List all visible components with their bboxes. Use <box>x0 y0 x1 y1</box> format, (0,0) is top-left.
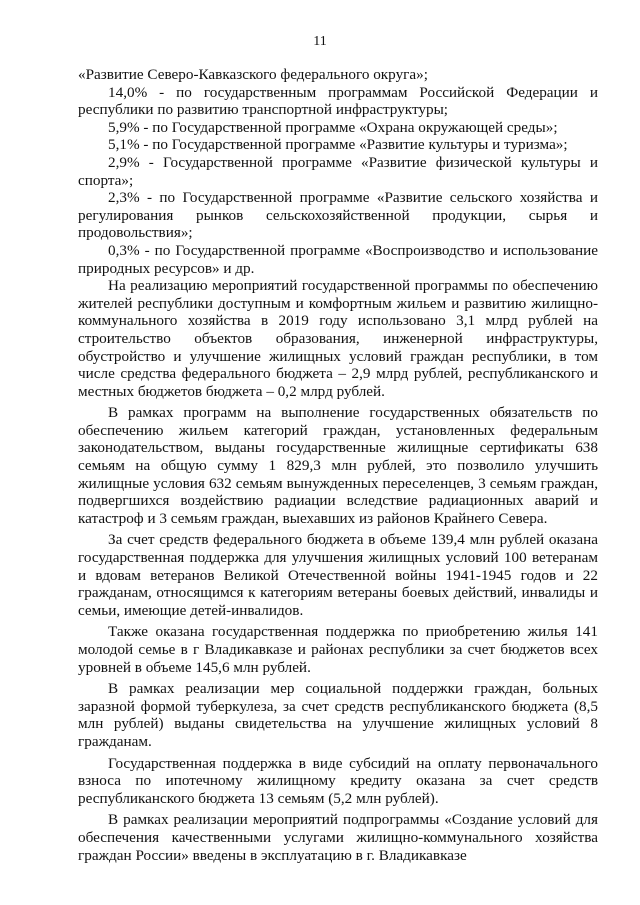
paragraph-12: Государственная поддержка в виде субсидий на оплату первоначального взноса по ипотечному жилищному кредиту оказана за счет средств республиканского бюджета 13 семьям (5,2 млн рублей). <box>78 754 598 807</box>
paragraph-7: На реализацию мероприятий государственной программы по обеспечению жителей республики доступным и комфортным жильем и развитию жилищно-коммунального хозяйства в 2019 году использовано 3,1 млрд рублей на строительство объектов образования, инженерной инфраструктуры, обустройство и улучшение жилищных условий граждан республики, в том числе средства федерального бюджета – 2,9 млрд рублей, республиканского и местных бюджетов бюджета – 0,2 млрд рублей. <box>78 277 598 400</box>
paragraph-11: В рамках реализации мер социальной поддержки граждан, больных заразной формой туберкулеза, за счет средств республиканского бюджета (8,5 млн рублей) выданы свидетельства на улучшение жилищных условий 8 гражданам. <box>78 680 598 750</box>
paragraph-0: «Развитие Северо-Кавказского федерального округа»; <box>78 66 428 83</box>
paragraph-3: 5,1% - по Государственной программе «Развитие культуры и туризма»; <box>108 136 568 154</box>
paragraph-4: 2,9% - Государственной программе «Развитие физической культуры и спорта»; <box>78 153 598 189</box>
paragraph-6: 0,3% - по Государственной программе «Воспроизводство и использование природных ресурсов» и др. <box>78 241 598 277</box>
paragraph-8: В рамках программ на выполнение государственных обязательств по обеспечению жильем категорий граждан, установленных федеральным законодательством, выданы государственные жилищные сертификаты 638 семьям на общую сумму 1 829,3 млн рублей, это позволило улучшить жилищные условия 632 семьям вынужденных переселенцев, 3 семьям граждан, подвергшихся воздействию радиации вследствие радиационных аварий и катастроф и 3 семьям граждан, выехавших из районов Крайнего Севера. <box>78 404 598 527</box>
paragraph-2: 5,9% - по Государственной программе «Охрана окружающей среды»; <box>108 118 558 136</box>
paragraph-9: За счет средств федерального бюджета в объеме 139,4 млн рублей оказана государственная поддержка для улучшения жилищных условий 100 ветеранам и вдовам ветеранов Великой Отечественной войны 1941-1945 годов и 22 гражданам, относящимся к категориям ветераны боевых действий, инвалиды и семьи, имеющие детей-инвалидов. <box>78 531 598 619</box>
paragraph-5: 2,3% - по Государственной программе «Развитие сельского хозяйства и регулирования рынков сельскохозяйственной продукции, сырья и продовольствия»; <box>78 189 598 242</box>
page-number: 11 <box>313 34 327 49</box>
paragraph-13: В рамках реализации мероприятий подпрограммы «Создание условий для обеспечения качественными услугами жилищно-коммунального хозяйства граждан России» введены в эксплуатацию в г. Владикавказе <box>78 811 598 864</box>
paragraph-1: 14,0% - по государственным программам Российской Федерации и республики по развитию транспортной инфраструктуры; <box>78 83 598 119</box>
paragraph-10: Также оказана государственная поддержка по приобретению жилья 141 молодой семье в г Владикавказе и районах республики за счет бюджетов всех уровней в объеме 145,6 млн рублей. <box>78 623 598 676</box>
document-body <box>78 66 598 864</box>
